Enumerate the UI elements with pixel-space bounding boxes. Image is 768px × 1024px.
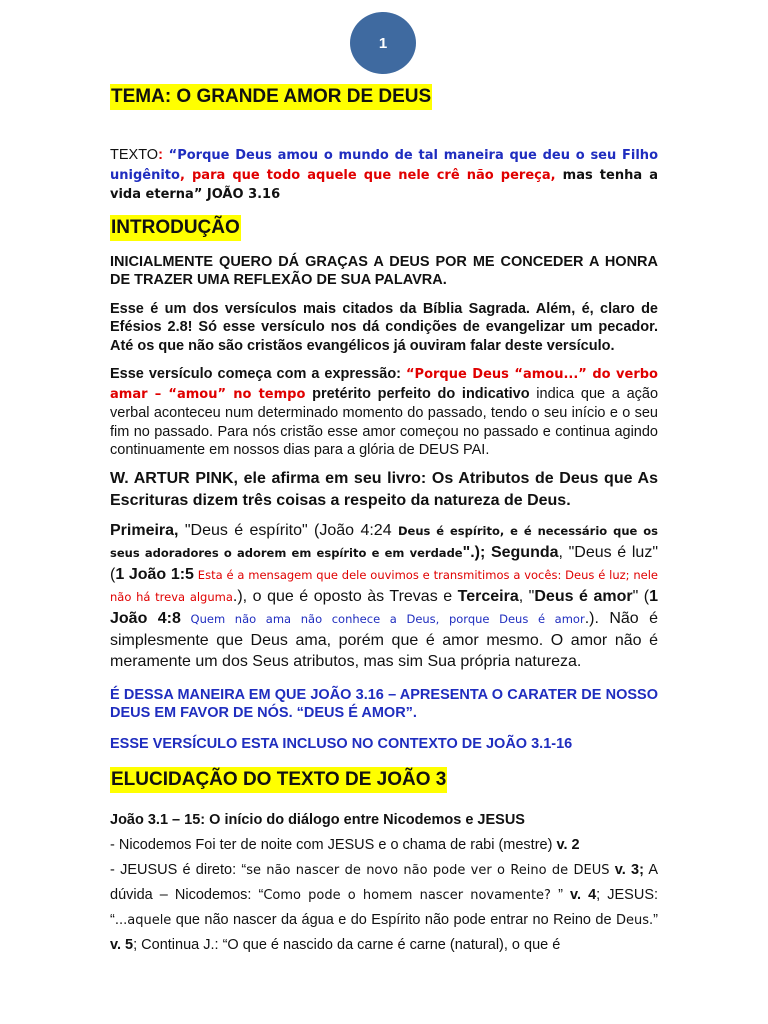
l1-text: - Nicodemos Foi ter de noite com JESUS e o chama de rabi (mestre) bbox=[110, 836, 557, 853]
intro-paragraph-7: ESSE VERSÍCULO ESTA INCLUSO NO CONTEXTO DE JOÃO 3.1-16 bbox=[110, 735, 573, 752]
l2-c: v. 3; bbox=[609, 862, 644, 878]
p5-m: " ( bbox=[632, 587, 650, 605]
texto-quote-red: , para que todo aquele que nele crê não pereça, bbox=[179, 167, 556, 183]
p5-segunda: Segunda bbox=[490, 543, 559, 561]
p5-ref-3: 1 João 4:8 bbox=[110, 587, 659, 627]
p5-deus-amor: Deus é amor bbox=[534, 587, 633, 605]
p5-f: , "Deus é luz" ( bbox=[110, 543, 658, 583]
l2-h: ; JESUS: “ bbox=[110, 887, 659, 928]
p3-c: pretérito perfeito do indicativo bbox=[305, 385, 530, 402]
l2-d: A dúvida – Nicodemos: “ bbox=[110, 862, 659, 903]
intro-paragraph-3 bbox=[110, 365, 658, 460]
l2-k: Deus. bbox=[616, 913, 654, 928]
p5-b: "Deus é espírito" (João 4:24 bbox=[178, 521, 398, 539]
l2-i: ...aquele bbox=[114, 913, 172, 928]
intro-paragraph-6: É DESSA MANEIRA EM QUE JOÃO 3.16 – APRESENTA O CARATER DE NOSSO DEUS EM FAVOR DE NÓS. “DEUS É AMOR”. bbox=[110, 686, 658, 721]
l2-f: ” bbox=[558, 887, 563, 903]
p5-primeira: Primeira, bbox=[110, 521, 179, 539]
texto-quote-blue: “Porque Deus amou o mundo de tal maneira que deu o seu Filho unigênito bbox=[110, 148, 658, 183]
intro-paragraph-2: Esse é um dos versículos mais citados da Bíblia Sagrada. Além, é, claro de Efésios 2.8! Só esse versículo nos dá condições de evangelizar um pecador. Até os que não são cristãos evangélicos já ouviram falar deste versículo. bbox=[110, 300, 658, 354]
tema-heading: TEMA: O GRANDE AMOR DE DEUS bbox=[110, 84, 432, 110]
p5-quote-3: Quem não ama não conhece a Deus, porque Deus é amor bbox=[180, 611, 585, 626]
intro-paragraph-4: W. ARTUR PINK, ele afirma em seu livro: Os Atributos de Deus que As Escrituras dizem três coisas a respeito da natureza de Deus. bbox=[110, 469, 658, 509]
p5-terceira: Terceira bbox=[457, 587, 519, 605]
p3-a: Esse versículo começa com a expressão: bbox=[110, 366, 407, 382]
elucidacao-heading: ELUCIDAÇÃO DO TEXTO DE JOÃO 3 bbox=[110, 767, 447, 793]
document-body bbox=[110, 84, 658, 957]
p5-p: .). Não é simplesmente que Deus ama, porém que é amor mesmo. O amor não é meramente um dos Seus atributos, mas sim Sua própria natureza. bbox=[110, 609, 659, 670]
l2-e: Como pode o homem nascer novamente? bbox=[263, 888, 559, 903]
p3-b: “Porque Deus “amou...” do verbo amar – “amou” no tempo bbox=[110, 367, 658, 402]
joao-heading: João 3.1 – 15: O início do diálogo entre Nicodemos e JESUS bbox=[110, 812, 525, 828]
l2-n: ; Continua J.: “O que é nascido da carne é carne (natural), o que é bbox=[133, 937, 561, 953]
l2-g: v. 4 bbox=[562, 887, 597, 903]
p5-d: ".); bbox=[462, 543, 491, 561]
p3-d: indica que a ação verbal aconteceu num determinado momento do passado, tendo o seu início e o seu fim no passado. Para nós cristão esse amor começou no passado e continua agindo continuamente em nossos dias para a glória de DEUS PAI. bbox=[110, 385, 659, 458]
texto-paragraph bbox=[110, 146, 658, 205]
l1-verse: v. 2 bbox=[556, 836, 580, 853]
texto-label: TEXTO bbox=[110, 147, 159, 163]
l2-b: se não nascer de novo não pode ver o Reino de DEUS bbox=[246, 863, 610, 878]
p5-quote-2: Esta é a mensagem que dele ouvimos e transmitimos a vocês: Deus é luz; nele não há treva alguma bbox=[110, 567, 658, 604]
intro-paragraph-5 bbox=[110, 520, 658, 672]
line-1 bbox=[110, 836, 658, 855]
intro-paragraph-1: INICIALMENTE QUERO DÁ GRAÇAS A DEUS POR ME CONCEDER A HONRA DE TRAZER UMA REFLEXÃO DE SUA PALAVRA. bbox=[110, 253, 658, 288]
texto-colon: : bbox=[158, 147, 163, 163]
page-number: 1 bbox=[378, 34, 388, 52]
l2-j: que não nascer da água e do Espírito não pode entrar no Reino de bbox=[171, 912, 616, 928]
line-2 bbox=[110, 858, 658, 957]
p5-ref-2: 1 João 1:5 bbox=[115, 565, 194, 583]
p5-i: .), o que é oposto às Trevas e bbox=[232, 587, 458, 605]
l2-a: - JEUSUS é direto: “ bbox=[110, 862, 247, 878]
introducao-heading: INTRODUÇÃO bbox=[110, 215, 241, 241]
p5-k: , " bbox=[518, 587, 535, 605]
p5-quote-1: Deus é espírito, e é necessário que os seus adoradores o adorem em espírito e em verdade bbox=[110, 523, 658, 560]
l2-l: ” bbox=[653, 912, 658, 928]
l2-m: v. 5 bbox=[110, 937, 134, 953]
texto-quote-end: mas tenha a vida eterna” JOÃO 3.16 bbox=[110, 167, 658, 202]
page-number-badge bbox=[350, 12, 416, 74]
